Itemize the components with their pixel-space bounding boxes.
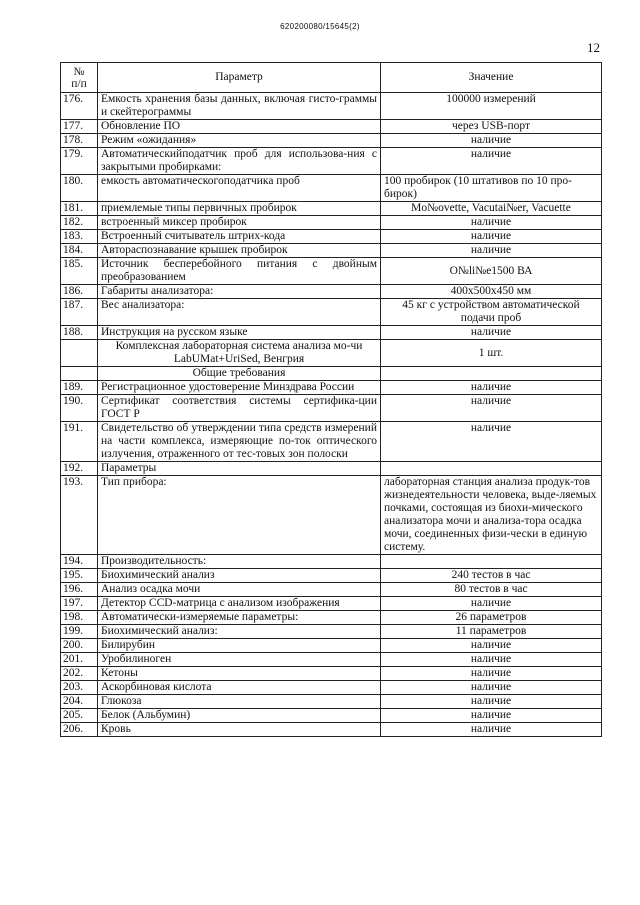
- row-number: 205.: [61, 709, 98, 723]
- table-row: [61, 367, 602, 381]
- row-value: 1 шт.: [381, 340, 602, 367]
- table-row: [61, 476, 602, 555]
- row-parameter: Анализ осадка мочи: [98, 583, 381, 597]
- row-parameter: емкость автоматическогоподатчика проб: [98, 175, 381, 202]
- table-row: [61, 285, 602, 299]
- row-value: наличие: [381, 216, 602, 230]
- table-row: [61, 244, 602, 258]
- row-number: 204.: [61, 695, 98, 709]
- row-number: 206.: [61, 723, 98, 737]
- row-parameter: Глюкоза: [98, 695, 381, 709]
- table-row: [61, 555, 602, 569]
- row-parameter: Встроенный считыватель штрих-кода: [98, 230, 381, 244]
- table-row: [61, 148, 602, 175]
- row-parameter: встроенный миксер пробирок: [98, 216, 381, 230]
- row-parameter: Автоматически-измеряемые параметры:: [98, 611, 381, 625]
- row-number: 201.: [61, 653, 98, 667]
- row-parameter: Биохимический анализ:: [98, 625, 381, 639]
- row-parameter: Автораспознавание крышек пробирок: [98, 244, 381, 258]
- row-value: наличие: [381, 681, 602, 695]
- table-row: [61, 723, 602, 737]
- row-value: 240 тестов в час: [381, 569, 602, 583]
- table-row: [61, 326, 602, 340]
- row-parameter: Свидетельство об утверждении типа средств измерений на части комплекса, измеряющие по-ток оптического излучения, отраженного от тес-товых зон полоски: [98, 422, 381, 462]
- row-number: 189.: [61, 381, 98, 395]
- parameters-table: [60, 62, 602, 737]
- row-number: 177.: [61, 120, 98, 134]
- row-number: 203.: [61, 681, 98, 695]
- row-parameter: Сертификат соответствия системы сертифика-ции ГОСТ Р: [98, 395, 381, 422]
- row-value: 100 пробирок (10 штативов по 10 про-бирок): [381, 175, 602, 202]
- row-value: наличие: [381, 597, 602, 611]
- table-body: [61, 93, 602, 737]
- table-row: [61, 216, 602, 230]
- row-parameter: Производительность:: [98, 555, 381, 569]
- row-value: наличие: [381, 326, 602, 340]
- row-number: 187.: [61, 299, 98, 326]
- row-value: наличие: [381, 134, 602, 148]
- row-number: 176.: [61, 93, 98, 120]
- row-number: 183.: [61, 230, 98, 244]
- table-row: [61, 202, 602, 216]
- row-parameter: приемлемые типы первичных пробирок: [98, 202, 381, 216]
- row-value: [381, 555, 602, 569]
- row-number: 178.: [61, 134, 98, 148]
- row-value: 80 тестов в час: [381, 583, 602, 597]
- row-number: 186.: [61, 285, 98, 299]
- table-row: [61, 709, 602, 723]
- row-parameter: Параметры: [98, 462, 381, 476]
- row-value: наличие: [381, 244, 602, 258]
- row-parameter: Регистрационное удостоверение Минздрава России: [98, 381, 381, 395]
- table-row: [61, 299, 602, 326]
- row-value: 400x500x450 мм: [381, 285, 602, 299]
- table-row: [61, 93, 602, 120]
- row-parameter: Емкость хранения базы данных, включая гисто-граммы и скейтерограммы: [98, 93, 381, 120]
- table-row: [61, 653, 602, 667]
- table-row: [61, 583, 602, 597]
- table-row: [61, 611, 602, 625]
- table-row: [61, 381, 602, 395]
- row-value: наличие: [381, 422, 602, 462]
- row-parameter: Комплексная лабораторная система анализа мо-чи LabUMat+UriSed, Венгрия: [98, 340, 381, 367]
- row-parameter: Автоматическийподатчик проб для использова-ния с закрытыми пробирками:: [98, 148, 381, 175]
- column-header-parameter: Параметр: [98, 63, 381, 93]
- row-value: 11 параметров: [381, 625, 602, 639]
- row-number: 199.: [61, 625, 98, 639]
- row-parameter: Габариты анализатора:: [98, 285, 381, 299]
- row-parameter: Тип прибора:: [98, 476, 381, 555]
- table-row: [61, 120, 602, 134]
- row-parameter: Кровь: [98, 723, 381, 737]
- row-value: О№li№e1500 ВА: [381, 258, 602, 285]
- row-number: 200.: [61, 639, 98, 653]
- row-value: наличие: [381, 723, 602, 737]
- row-parameter: Источник бесперебойного питания с двойным преобразованием: [98, 258, 381, 285]
- row-number: 194.: [61, 555, 98, 569]
- row-number: 197.: [61, 597, 98, 611]
- row-number: 184.: [61, 244, 98, 258]
- row-value: наличие: [381, 148, 602, 175]
- row-value: лабораторная станция анализа продук-тов жизнедеятельности человека, выде-ляемых почками, состоящая из биохи-мического анализатора мочи и анализа-тора осадка мочи, соединенных физи-чески в единую систему.: [381, 476, 602, 555]
- table-row: [61, 175, 602, 202]
- table-row: [61, 597, 602, 611]
- row-parameter: Инструкция на русском языке: [98, 326, 381, 340]
- table-row: [61, 422, 602, 462]
- row-value: наличие: [381, 395, 602, 422]
- table-row: [61, 134, 602, 148]
- row-value: 100000 измерений: [381, 93, 602, 120]
- row-parameter: Уробилиноген: [98, 653, 381, 667]
- row-value: наличие: [381, 667, 602, 681]
- table-row: [61, 667, 602, 681]
- table-row: [61, 395, 602, 422]
- table-row: [61, 639, 602, 653]
- row-parameter: Кетоны: [98, 667, 381, 681]
- column-header-value: Значение: [381, 63, 602, 93]
- row-parameter: Детектор CCD-матрица с анализом изображения: [98, 597, 381, 611]
- table-row: [61, 340, 602, 367]
- row-number: 192.: [61, 462, 98, 476]
- row-value: наличие: [381, 709, 602, 723]
- row-number: 188.: [61, 326, 98, 340]
- row-value: 45 кг с устройством автоматической подачи проб: [381, 299, 602, 326]
- row-value: [381, 367, 602, 381]
- table-row: [61, 681, 602, 695]
- row-parameter: Биохимический анализ: [98, 569, 381, 583]
- row-number: 182.: [61, 216, 98, 230]
- table-row: [61, 625, 602, 639]
- row-number: 193.: [61, 476, 98, 555]
- table-row: [61, 230, 602, 244]
- row-parameter: Режим «ожидания»: [98, 134, 381, 148]
- table-header-row: [61, 63, 602, 93]
- row-value: наличие: [381, 639, 602, 653]
- table-row: [61, 258, 602, 285]
- document-id: 620200080/15645(2): [280, 22, 360, 31]
- table-row: [61, 462, 602, 476]
- row-value: 26 параметров: [381, 611, 602, 625]
- row-number: [61, 367, 98, 381]
- row-number: 195.: [61, 569, 98, 583]
- row-parameter: Билирубин: [98, 639, 381, 653]
- row-value: через USB-порт: [381, 120, 602, 134]
- table-row: [61, 695, 602, 709]
- row-value: наличие: [381, 653, 602, 667]
- row-number: [61, 340, 98, 367]
- row-parameter: Обновление ПО: [98, 120, 381, 134]
- row-value: наличие: [381, 695, 602, 709]
- row-number: 180.: [61, 175, 98, 202]
- row-parameter: Вес анализатора:: [98, 299, 381, 326]
- row-parameter: Белок (Альбумин): [98, 709, 381, 723]
- column-header-number: № п/п: [61, 63, 98, 93]
- row-value: наличие: [381, 230, 602, 244]
- row-number: 196.: [61, 583, 98, 597]
- row-number: 191.: [61, 422, 98, 462]
- row-number: 202.: [61, 667, 98, 681]
- row-value: [381, 462, 602, 476]
- row-value: наличие: [381, 381, 602, 395]
- row-number: 179.: [61, 148, 98, 175]
- row-number: 190.: [61, 395, 98, 422]
- row-parameter: Общие требования: [98, 367, 381, 381]
- row-number: 198.: [61, 611, 98, 625]
- page-number: 12: [587, 40, 600, 55]
- row-number: 181.: [61, 202, 98, 216]
- table-row: [61, 569, 602, 583]
- row-parameter: Аскорбиновая кислота: [98, 681, 381, 695]
- row-value: Mo№ovette, Vacutai№er, Vacuette: [381, 202, 602, 216]
- row-number: 185.: [61, 258, 98, 285]
